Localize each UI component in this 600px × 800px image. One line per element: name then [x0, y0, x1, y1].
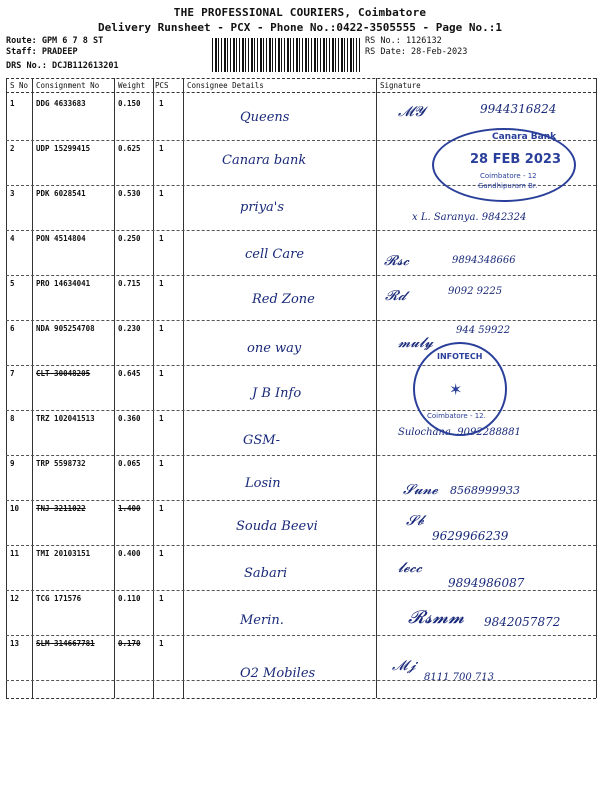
row-signature-phone: 9092 9225 — [448, 286, 503, 297]
row-consignment: TRZ 102041513 — [36, 414, 95, 423]
row-weight: 0.530 — [118, 189, 141, 198]
row-pcs: 1 — [159, 549, 164, 558]
table-row — [0, 231, 600, 276]
row-sno: 5 — [10, 279, 15, 288]
row-consignee: priya's — [240, 200, 285, 215]
row-consignment: PRO 14634041 — [36, 279, 91, 288]
row-consignment: TCG 171576 — [36, 594, 82, 603]
row-sno: 6 — [10, 324, 15, 333]
runsheet-title: Delivery Runsheet - PCX - Phone No.:0422-3505555 - Page No.:1 — [98, 21, 502, 34]
row-sno: 2 — [10, 144, 15, 153]
row-weight: 0.625 — [118, 144, 141, 153]
stamp-shop-name: INFOTECH — [437, 352, 483, 361]
row-pcs: 1 — [159, 639, 164, 648]
table-top-rule — [6, 78, 596, 79]
row-consignee: GSM- — [243, 433, 280, 448]
drs-number: DRS No.: DCJB112613201 — [6, 61, 119, 71]
row-signature-phone: 944 59922 — [456, 325, 511, 336]
table-row — [0, 501, 600, 546]
table-row — [0, 276, 600, 321]
row-pcs: 1 — [159, 324, 164, 333]
handwritten-signature: 𝓡𝓭 — [385, 288, 407, 304]
row-consignment: TMI 20103151 — [36, 549, 91, 558]
row-weight: 0.360 — [118, 414, 141, 423]
row-weight: 0.715 — [118, 279, 141, 288]
row-consignment: NDA 905254708 — [36, 324, 95, 333]
row-pcs: 1 — [159, 279, 164, 288]
row-sno: 12 — [10, 594, 20, 603]
row-sno: 11 — [10, 549, 20, 558]
row-sno: 9 — [10, 459, 15, 468]
handwritten-signature: 𝓜𝓨 — [398, 104, 425, 120]
row-sno: 3 — [10, 189, 15, 198]
table-row — [0, 366, 600, 411]
row-sno: 13 — [10, 639, 20, 648]
col-header-consignee: Consignee Details — [187, 81, 264, 90]
row-weight: 0.645 — [118, 369, 141, 378]
row-consignment: TRP 5598732 — [36, 459, 86, 468]
row-consignment: PON 4514804 — [36, 234, 86, 243]
row-sno: 1 — [10, 99, 15, 108]
barcode — [212, 38, 360, 72]
table-row — [0, 591, 600, 636]
handwritten-signature: 𝓜𝓳 — [392, 658, 416, 674]
row-pcs: 1 — [159, 189, 164, 198]
col-header-sno: S No — [10, 81, 29, 90]
row-consignment: PDK 6028541 — [36, 189, 86, 198]
table-row — [0, 456, 600, 501]
stamp-branch: Coimbatore - 12 — [480, 172, 537, 180]
row-signature-phone: 9629966239 — [432, 529, 509, 543]
staff: Staff: PRADEEP — [6, 47, 78, 57]
table-row — [0, 411, 600, 456]
row-sno: 4 — [10, 234, 15, 243]
stamp-shop-city: Coimbatore - 12. — [427, 412, 486, 420]
handwritten-signature: 𝓶𝓾𝓵𝔂 — [398, 335, 434, 351]
row-separator — [6, 680, 596, 681]
company-name: THE PROFESSIONAL COURIERS, Coimbatore — [173, 6, 427, 19]
row-consignee: Red Zone — [252, 292, 315, 307]
row-weight: 1.400 — [118, 504, 141, 513]
row-weight: 0.230 — [118, 324, 141, 333]
row-consignee: J B Info — [252, 386, 302, 401]
row-pcs: 1 — [159, 414, 164, 423]
table-bottom-rule — [6, 698, 596, 699]
stamp-area: Gandhipuram Br. — [478, 182, 538, 190]
row-signature-phone: 9944316824 — [480, 102, 557, 116]
row-pcs: 1 — [159, 594, 164, 603]
handwritten-signature: 𝓡𝓼𝓶𝓶 — [408, 607, 465, 628]
row-weight: 0.150 — [118, 99, 141, 108]
handwritten-signature: 𝓢𝓫 — [406, 513, 424, 529]
row-pcs: 1 — [159, 234, 164, 243]
row-consignee: Losin — [245, 476, 281, 491]
row-consignee: Merin. — [240, 613, 284, 628]
col-header-pcs: PCS — [155, 81, 169, 90]
col-header-consignment: Consignment No — [36, 81, 100, 90]
shop-stamp — [413, 342, 507, 436]
row-weight: 0.400 — [118, 549, 141, 558]
row-weight: 0.065 — [118, 459, 141, 468]
row-consignee: Queens — [240, 110, 290, 125]
row-pcs: 1 — [159, 144, 164, 153]
row-consignment: UDP 15299415 — [36, 144, 91, 153]
row-consignee: Sabari — [244, 566, 288, 581]
row-consignment: DDG 4633683 — [36, 99, 86, 108]
row-pcs: 1 — [159, 504, 164, 513]
row-weight: 0.250 — [118, 234, 141, 243]
row-weight: 0.170 — [118, 639, 141, 648]
stamp-bank-name: Canara Bank — [492, 132, 557, 142]
row-consignment: SLM 314667781 — [36, 639, 95, 648]
table-row — [0, 321, 600, 366]
bank-stamp — [432, 128, 576, 202]
row-signature-phone: x L. Saranya. 9842324 — [412, 212, 527, 223]
row-signature-phone: 9894986087 — [448, 576, 525, 590]
row-consignee: Souda Beevi — [236, 519, 318, 534]
row-consignment: TNJ 3211022 — [36, 504, 86, 513]
col-header-weight: Weight — [118, 81, 146, 90]
row-consignee: cell Care — [245, 247, 305, 262]
stamp-date: 28 FEB 2023 — [470, 152, 561, 167]
handwritten-signature: 𝓡𝓼𝓬 — [384, 253, 410, 269]
row-sno: 10 — [10, 504, 20, 513]
table-row — [0, 636, 600, 681]
row-weight: 0.110 — [118, 594, 141, 603]
row-signature-phone: 9842057872 — [484, 615, 561, 629]
table-header-rule — [6, 92, 596, 93]
rs-number: RS No.: 1126132 — [365, 36, 442, 46]
row-signature-phone: 8568999933 — [450, 484, 520, 497]
table-row — [0, 546, 600, 591]
handwritten-signature: 𝓢𝓾𝓷𝓮 — [403, 482, 438, 498]
row-pcs: 1 — [159, 369, 164, 378]
row-signature-phone: 8111 700 713 — [424, 672, 494, 683]
row-signature-phone: 9894348666 — [452, 255, 516, 266]
row-pcs: 1 — [159, 99, 164, 108]
row-sno: 8 — [10, 414, 15, 423]
row-consignee: one way — [247, 341, 302, 356]
row-signature-phone: Sulochana. 9092288881 — [398, 427, 521, 438]
star-icon: ✶ — [449, 380, 463, 399]
row-consignee: Canara bank — [222, 153, 307, 168]
row-consignment: CLT 30048205 — [36, 369, 91, 378]
rs-date: RS Date: 28-Feb-2023 — [365, 47, 468, 57]
row-pcs: 1 — [159, 459, 164, 468]
handwritten-signature: 𝓵𝓮𝓬𝓬 — [398, 560, 422, 576]
col-header-signature: Signature — [380, 81, 421, 90]
row-consignee: O2 Mobiles — [240, 666, 316, 681]
route: Route: GPM 6 7 8 ST — [6, 36, 104, 46]
row-sno: 7 — [10, 369, 15, 378]
